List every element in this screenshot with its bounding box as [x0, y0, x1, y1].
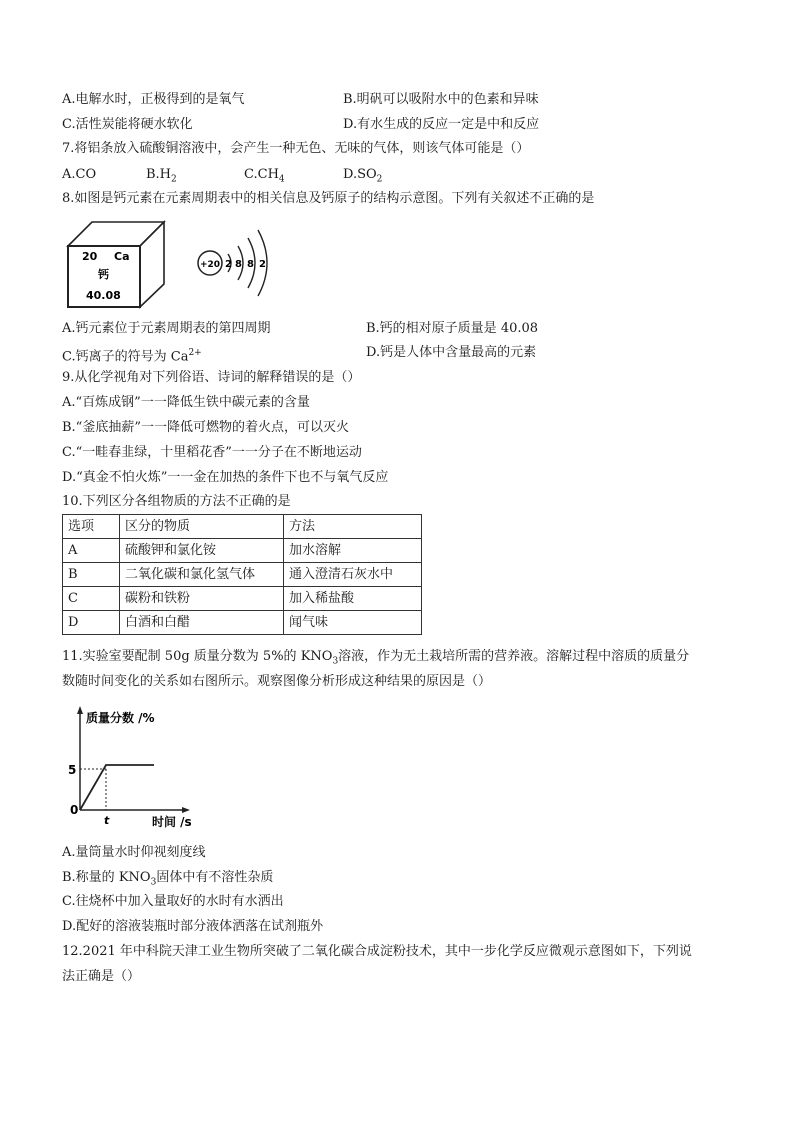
y-axis-arrow	[77, 706, 83, 714]
nucleus-charge: +20	[200, 260, 221, 270]
shell-electrons-3: 8	[247, 259, 254, 270]
q7-stem: 7.将铝条放入硫酸铜溶液中，会产生一种无色、无味的气体，则该气体可能是（）	[62, 141, 530, 156]
q11-stem-line1: 11.实验室要配制 50g 质量分数为 5%的 $KNO_3$溶液，作为无土栽培所需的营养液。溶解过程中溶质的质量分	[62, 649, 690, 667]
q11-option-b: B.称量的 $KNO_3$固体中有不溶性杂质	[62, 870, 274, 888]
q7-option-a: A.CO	[62, 167, 97, 182]
q11-stem-line2: 数随时间变化的关系如右图所示。观察图像分析形成这种结果的原因是（）	[62, 674, 492, 689]
table-row	[63, 611, 422, 635]
y-tick-5: 5	[68, 763, 77, 777]
mass-fraction-graph	[62, 702, 202, 834]
q12-stem-line1: 12.2021 年中科院天津工业生物所突破了二氧化碳合成淀粉技术，其中一步化学反应微观示意图如下，下列说	[62, 944, 692, 959]
table-cell: 加入稀盐酸	[284, 587, 422, 611]
q8-stem: 8.如图是钙元素在元素周期表中的相关信息及钙原子的结构示意图。下列有关叙述不正确的是	[62, 191, 595, 206]
q8-option-a: A.钙元素位于元素周期表的第四周期	[62, 321, 271, 336]
table-row	[63, 539, 422, 563]
table-cell: 硫酸钾和氯化铵	[120, 539, 284, 563]
table-cell: 通入澄清石灰水中	[284, 563, 422, 587]
q6-option-d: D.有水生成的反应一定是中和反应	[343, 117, 540, 132]
table-cell: 加水溶解	[284, 539, 422, 563]
shell-electrons-1: 2	[225, 259, 232, 270]
x-axis-label: 时间 /s	[152, 815, 192, 829]
q6-option-a: A.电解水时，正极得到的是氧气	[62, 92, 245, 107]
mass-fraction-curve	[80, 765, 154, 810]
table-header-row	[63, 515, 422, 539]
y-axis-label: 质量分数 /%	[86, 711, 155, 725]
origin-label: 0	[70, 803, 79, 817]
element-symbol: Ca	[114, 250, 130, 263]
header-method: 方法	[284, 515, 422, 539]
atomic-number: 20	[82, 250, 98, 263]
q8-option-b: B.钙的相对原子质量是 40.08	[366, 321, 539, 336]
q11-option-d: D.配好的溶液装瓶时部分液体洒落在试剂瓶外	[62, 919, 324, 934]
comparison-table	[62, 514, 422, 635]
q7-option-b: $B.H_2$	[146, 167, 177, 185]
q6-option-b: B.明矾可以吸附水中的色素和异味	[343, 92, 539, 107]
q9-option-a: A.“百炼成钢”一一降低生铁中碳元素的含量	[62, 395, 310, 410]
x-tick-t: t	[104, 814, 110, 827]
shell-electrons-4: 2	[259, 259, 266, 270]
table-cell: B	[63, 563, 120, 587]
q11-option-a: A.量筒量水时仰视刻度线	[62, 845, 206, 860]
q9-option-c: C.“一畦春韭绿，十里稻花香”一一分子在不断地运动	[62, 445, 362, 460]
periodic-table-cell	[62, 214, 170, 310]
q10-stem: 10.下列区分各组物质的方法不正确的是	[62, 494, 291, 509]
header-option: 选项	[63, 515, 120, 539]
q8-option-d: D.钙是人体中含量最高的元素	[366, 345, 537, 360]
q7-option-c: $C.CH_4$	[244, 167, 285, 185]
q9-option-b: B.“釜底抽薪”一一降低可燃物的着火点，可以灭火	[62, 420, 349, 435]
table-cell: A	[63, 539, 120, 563]
q9-stem: 9.从化学视角对下列俗语、诗词的解释错误的是（）	[62, 370, 361, 385]
table-cell: C	[63, 587, 120, 611]
q11-option-c: C.往烧杯中加入量取好的水时有水洒出	[62, 894, 284, 909]
calcium-atom-diagram	[192, 226, 282, 302]
x-axis-arrow	[182, 807, 190, 813]
table-cell: D	[63, 611, 120, 635]
table-cell: 二氧化碳和氯化氢气体	[120, 563, 284, 587]
q7-option-d: $D.SO_2$	[343, 167, 383, 185]
q12-stem-line2: 法正确是（）	[62, 969, 141, 984]
element-name: 钙	[98, 268, 109, 281]
table-row	[63, 563, 422, 587]
table-cell: 碳粉和铁粉	[120, 587, 284, 611]
table-cell: 闻气味	[284, 611, 422, 635]
atomic-mass: 40.08	[86, 289, 121, 302]
table-cell: 白酒和白醋	[120, 611, 284, 635]
q9-option-d: D.“真金不怕火炼”一一金在加热的条件下也不与氧气反应	[62, 470, 389, 485]
q8-option-c: C.钙离子的符号为 $Ca^{2+}$	[62, 348, 202, 365]
shell-electrons-2: 8	[235, 259, 242, 270]
table-row	[63, 587, 422, 611]
q6-option-c: C.活性炭能将硬水软化	[62, 117, 193, 132]
header-substances: 区分的物质	[120, 515, 284, 539]
